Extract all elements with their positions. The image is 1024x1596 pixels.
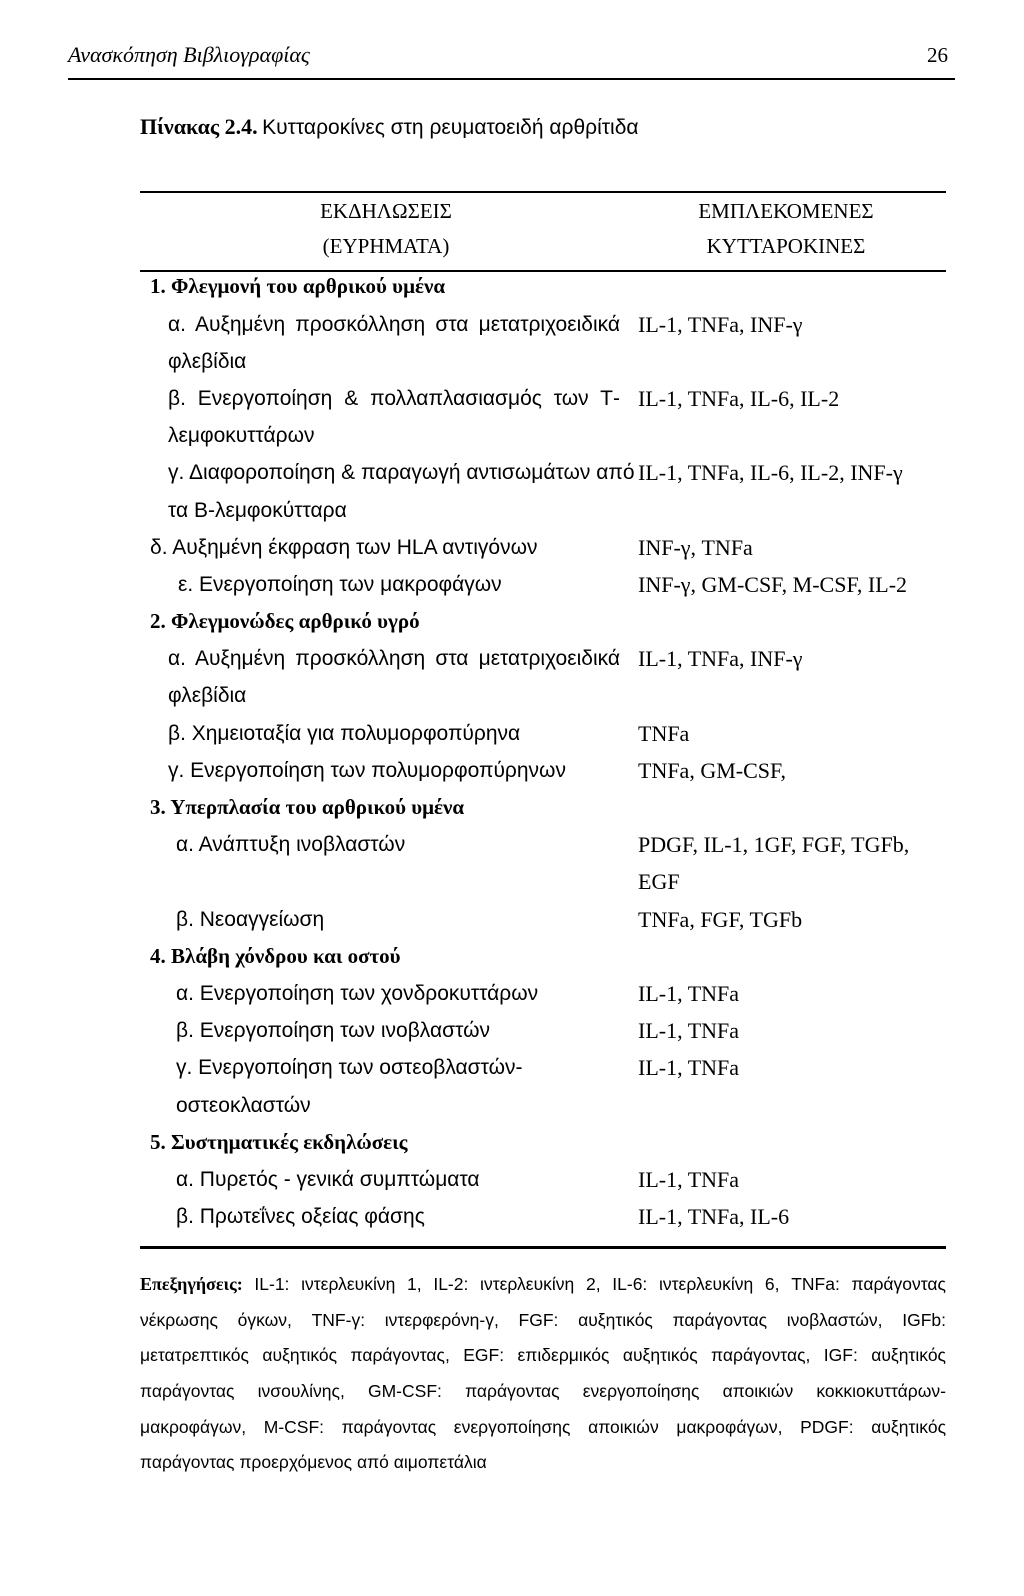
footnote-line: μετατρεπτικός αυξητικός παράγοντας, EGF: επιδερμικός αυξητικός παράγοντας, IGF: αυξητικός bbox=[140, 1345, 946, 1366]
table-caption-label: Πίνακας 2.4. bbox=[140, 114, 258, 139]
finding-line: φλεβίδια bbox=[168, 684, 247, 708]
table-row bbox=[0, 826, 1024, 900]
table-row bbox=[0, 975, 1024, 1012]
finding-line: α. Ενεργοποίηση των χονδροκυττάρων bbox=[176, 981, 539, 1005]
finding-cell bbox=[176, 826, 638, 900]
section-title: 4. Βλάβη χόνδρου και οστού bbox=[150, 943, 401, 968]
finding-cell bbox=[176, 1161, 638, 1198]
column-header-line: ΕΚΔΗΛΩΣΕΙΣ bbox=[320, 198, 452, 223]
finding-line: β. Ενεργοποίηση & πολλαπλασιασμός των Τ- bbox=[168, 386, 620, 410]
cytokine-cell bbox=[638, 380, 839, 454]
table-row bbox=[0, 752, 1024, 789]
footnote-line bbox=[140, 1267, 946, 1303]
table-row bbox=[0, 1049, 1024, 1123]
cytokine-cell bbox=[638, 1049, 739, 1123]
finding-line: γ. Ενεργοποίηση των πολυμορφοπύρηνων bbox=[168, 758, 566, 782]
table-row bbox=[0, 454, 1024, 528]
cytokine-line: IL-1, TNFa, INF-γ bbox=[638, 646, 803, 672]
finding-line: α. Αυξημένη προσκόλληση στα μετατριχοειδικά bbox=[168, 312, 620, 336]
cytokine-cell bbox=[638, 1012, 739, 1049]
finding-line: γ. Ενεργοποίηση των οστεοβλαστών- bbox=[176, 1056, 523, 1080]
cytokine-line: IL-1, TNFa bbox=[638, 1166, 740, 1192]
finding-cell bbox=[176, 975, 638, 1012]
cytokine-cell bbox=[638, 752, 786, 789]
column-header-line: ΚΥΤΤΑΡΟΚΙΝΕΣ bbox=[706, 233, 866, 258]
cytokine-line: IL-1, TNFa, INF-γ bbox=[638, 311, 803, 337]
cytokine-cell bbox=[638, 454, 903, 528]
section-title: 5. Συστηματικές εκδηλώσεις bbox=[150, 1129, 408, 1154]
finding-cell bbox=[176, 1198, 638, 1235]
cytokine-line: TNFa, FGF, TGFb bbox=[638, 906, 803, 932]
table-row bbox=[0, 640, 1024, 714]
table-row bbox=[0, 1198, 1024, 1235]
cytokine-cell bbox=[638, 1198, 789, 1235]
cytokine-cell bbox=[638, 975, 739, 1012]
cytokine-line: PDGF, IL-1, 1GF, FGF, TGFb, bbox=[638, 832, 910, 858]
cytokine-cell bbox=[638, 640, 803, 714]
table-row bbox=[0, 529, 1024, 566]
finding-line: δ. Αυξημένη έκφραση των HLA αντιγόνων bbox=[150, 535, 538, 559]
finding-cell bbox=[168, 380, 638, 454]
table-body bbox=[0, 268, 1024, 1235]
finding-line: α. Πυρετός - γενικά συμπτώματα bbox=[176, 1167, 480, 1191]
footnote-line: νέκρωσης όγκων, TNF-γ: ιντερφερόνη-γ, FGF: αυξητικός παράγοντας ινοβλαστών, IGFb: bbox=[140, 1309, 946, 1330]
cytokine-cell bbox=[638, 715, 689, 752]
section-title: 1. Φλεγμονή του αρθρικού υμένα bbox=[150, 274, 446, 299]
cytokine-cell bbox=[638, 306, 803, 380]
table-row bbox=[0, 1161, 1024, 1198]
table-bottom-rule bbox=[140, 1246, 946, 1249]
section-title: 2. Φλεγμονώδες αρθρικό υγρό bbox=[150, 609, 420, 634]
table-caption bbox=[140, 108, 639, 146]
cytokine-cell bbox=[638, 826, 909, 900]
finding-cell bbox=[168, 640, 638, 714]
finding-line: β. Πρωτεΐνες οξείας φάσης bbox=[176, 1205, 425, 1229]
cytokine-line: IL-1, TNFa, IL-6 bbox=[638, 1204, 790, 1230]
table-row bbox=[0, 1012, 1024, 1049]
table-row bbox=[0, 715, 1024, 752]
table-caption-text: Κυτταροκίνες στη ρευματοειδή αρθρίτιδα bbox=[262, 116, 639, 139]
finding-line: β. Ενεργοποίηση των ινοβλαστών bbox=[176, 1019, 490, 1043]
cytokine-cell bbox=[638, 901, 802, 938]
cytokine-line: INF-γ, GM-CSF, M-CSF, IL-2 bbox=[638, 571, 908, 597]
finding-cell bbox=[176, 901, 638, 938]
column-header-findings bbox=[286, 194, 486, 264]
table-row bbox=[0, 566, 1024, 603]
finding-line: τα Β-λεμφοκύτταρα bbox=[168, 498, 347, 522]
cytokine-cell bbox=[638, 1161, 739, 1198]
finding-line: α. Αυξημένη προσκόλληση στα μετατριχοειδικά bbox=[168, 647, 620, 671]
cytokine-cell bbox=[638, 529, 753, 566]
column-header-line: (ΕΥΡΗΜΑΤΑ) bbox=[322, 233, 450, 258]
finding-cell bbox=[176, 1012, 638, 1049]
finding-cell bbox=[150, 529, 638, 566]
finding-cell bbox=[178, 566, 638, 603]
finding-cell bbox=[168, 715, 638, 752]
cytokine-line: INF-γ, TNFa bbox=[638, 534, 753, 560]
finding-line: β. Χημειοταξία για πολυμορφοπύρηνα bbox=[168, 721, 521, 745]
cytokine-line: IL-1, TNFa, IL-6, IL-2 bbox=[638, 385, 840, 411]
running-header-title: Ανασκόπηση Βιβλιογραφίας bbox=[68, 42, 310, 67]
finding-cell bbox=[168, 454, 638, 528]
cytokine-line: EGF bbox=[638, 869, 680, 895]
finding-cell bbox=[176, 1049, 638, 1123]
cytokine-line: IL-1, TNFa bbox=[638, 1055, 740, 1081]
finding-cell bbox=[168, 752, 638, 789]
cytokine-cell bbox=[638, 566, 907, 603]
finding-line: β. Νεοαγγείωση bbox=[176, 907, 325, 931]
finding-line: φλεβίδια bbox=[168, 349, 247, 373]
footnote-line: μακροφάγων, M-CSF: παράγοντας ενεργοποίησης αποικιών μακροφάγων, PDGF: αυξητικός bbox=[140, 1416, 946, 1437]
cytokine-line: IL-1, TNFa bbox=[638, 1018, 740, 1044]
footnote-line: παράγοντας ινσουλίνης, GM-CSF: παράγοντας ενεργοποίησης αποικιών κοκκιοκυττάρων- bbox=[140, 1380, 946, 1401]
footnote-line: παράγοντας προερχόμενος από αιμοπετάλια bbox=[140, 1452, 487, 1473]
column-header-line: ΕΜΠΛΕΚΟΜΕΝΕΣ bbox=[698, 198, 874, 223]
finding-line: λεμφοκυττάρων bbox=[168, 424, 315, 448]
cytokine-line: IL-1, TNFa, IL-6, IL-2, INF-γ bbox=[638, 460, 903, 486]
table-row bbox=[0, 306, 1024, 380]
finding-line: γ. Διαφοροποίηση & παραγωγή αντισωμάτων από bbox=[168, 461, 635, 485]
finding-cell bbox=[168, 306, 638, 380]
finding-line: α. Ανάπτυξη ινοβλαστών bbox=[176, 833, 406, 857]
cytokine-line: TNFa, GM-CSF, bbox=[638, 757, 786, 783]
finding-line: οστεοκλαστών bbox=[176, 1093, 311, 1117]
table-row bbox=[0, 901, 1024, 938]
footnote-text: IL-1: ιντερλευκίνη 1, IL-2: ιντερλευκίνη 2, IL-6: ιντερλευκίνη 6, TNFa: παράγοντας bbox=[254, 1274, 946, 1295]
footnote-label: Επεξηγήσεις: bbox=[140, 1274, 243, 1295]
table-row bbox=[0, 380, 1024, 454]
header-rule bbox=[68, 78, 955, 80]
page-number: 26 bbox=[927, 43, 948, 67]
column-header-cytokines bbox=[686, 194, 886, 264]
cytokine-line: IL-1, TNFa bbox=[638, 980, 740, 1006]
section-title: 3. Υπερπλασία του αρθρικού υμένα bbox=[150, 795, 465, 820]
footnote bbox=[140, 1267, 946, 1481]
cytokine-line: TNFa bbox=[638, 720, 690, 746]
finding-line: ε. Ενεργοποίηση των μακροφάγων bbox=[178, 572, 502, 596]
